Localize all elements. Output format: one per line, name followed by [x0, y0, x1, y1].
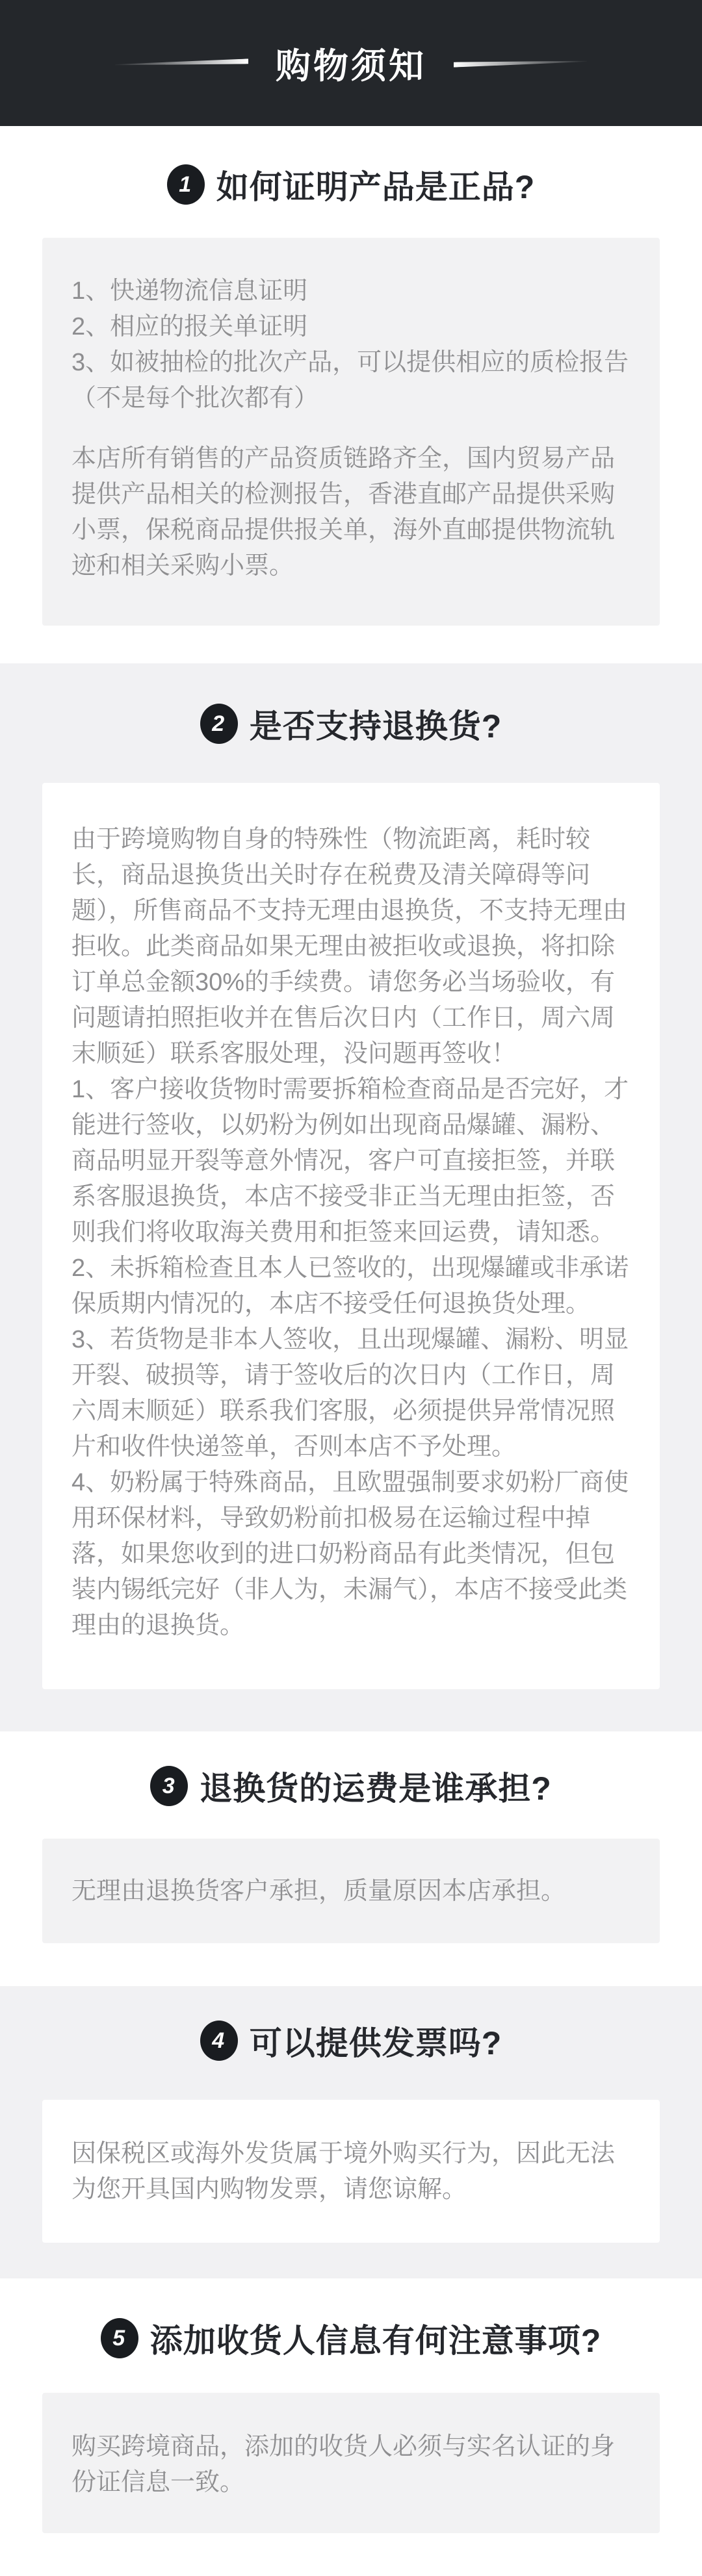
- page-title: 购物须知: [276, 46, 426, 86]
- section-1-title: 如何证明产品是正品?: [216, 169, 536, 205]
- section-4-title: 可以提供发票吗?: [249, 2025, 502, 2061]
- paragraph: 因保税区或海外发货属于境外购买行为，因此无法为您开具国内购物发票，请您谅解。: [72, 2140, 616, 2203]
- section-3-number-badge: 3: [150, 1766, 188, 1806]
- section-3-heading: [0, 1763, 702, 1809]
- list-item: 1、客户接收货物时需要拆箱检查商品是否完好，才能进行签收，以奶粉为例如出现商品爆罐、漏粉、商品明显开裂等意外情况，客户可直接拒签，并联系客服退换货，本店不接受非正当无理由拒签，否则我们将收取海关费用和拒签来回运费，请知悉。: [72, 1076, 629, 1246]
- section-3-title: 退换货的运费是谁承担?: [200, 1770, 552, 1807]
- section-returns: [0, 663, 702, 1731]
- header-bar: [0, 0, 702, 126]
- list-item: 3、如被抽检的批次产品，可以提供相应的质检报告（不是每个批次都有）: [72, 349, 629, 412]
- section-1-heading: [0, 161, 702, 208]
- section-4-heading: [0, 2017, 702, 2064]
- section-invoice: [0, 1986, 702, 2278]
- section-1-content-card: [42, 238, 660, 626]
- section-5-heading: [0, 2315, 702, 2362]
- list-item: 1、快递物流信息证明: [72, 277, 308, 305]
- paragraph: 本店所有销售的产品资质链路齐全，国内贸易产品提供产品相关的检测报告，香港直邮产品提供采购小票，保税商品提供报关单，海外直邮提供物流轨迹和相关采购小票。: [72, 445, 616, 580]
- section-4-number-badge: 4: [200, 2021, 238, 2061]
- section-2-heading: [0, 700, 702, 747]
- section-2-content-card: [42, 783, 660, 1689]
- list-item: 2、相应的报关单证明: [72, 313, 308, 340]
- decor-line-right-icon: [454, 58, 587, 67]
- section-5-title: 添加收货人信息有何注意事项?: [150, 2323, 602, 2359]
- list-item: 3、若货物是非本人签收，且出现爆罐、漏粉、明显开裂、破损等，请于签收后的次日内（工作日，周六周末顺延）联系我们客服，必须提供异常情况照片和收件快递签单，否则本店不予处理。: [72, 1326, 629, 1460]
- paragraph: 无理由退换货客户承担，质量原因本店承担。: [72, 1878, 566, 1905]
- section-shipping-fee: [0, 1731, 702, 1943]
- list-item: 4、奶粉属于特殊商品，且欧盟强制要求奶粉厂商使用环保材料，导致奶粉前扣极易在运输过程中掉落，如果您收到的进口奶粉商品有此类情况，但包装内锡纸完好（非人为，未漏气），本店不接受此类理由的退换货。: [72, 1469, 629, 1639]
- list-item: 2、未拆箱检查且本人已签收的，出现爆罐或非承诺保质期内情况的，本店不接受任何退换货处理。: [72, 1255, 629, 1318]
- paragraph: 购买跨境商品，添加的收货人必须与实名认证的身份证信息一致。: [72, 2433, 616, 2496]
- decor-line-left-icon: [115, 58, 248, 67]
- section-5-content-card: [42, 2393, 660, 2533]
- paragraph: 由于跨境购物自身的特殊性（物流距离，耗时较长，商品退换货出关时存在税费及清关障碍等问题），所售商品不支持无理由退换货，不支持无理由拒收。此类商品如果无理由被拒收或退换，将扣除订单总金额30%的手续费。请您务必当场验收，有问题请拍照拒收并在售后次日内（工作日，周六周末顺延）联系客服处理，没问题再签收！: [72, 826, 628, 1067]
- section-2-number-badge: 2: [200, 704, 238, 744]
- section-3-content-card: [42, 1839, 660, 1943]
- section-1-number-badge: 1: [167, 164, 205, 205]
- section-2-title: 是否支持退换货?: [249, 708, 502, 745]
- section-5-number-badge: 5: [101, 2318, 138, 2358]
- section-consignee-info: [0, 2278, 702, 2576]
- section-authenticity: [0, 126, 702, 626]
- section-4-content-card: [42, 2100, 660, 2243]
